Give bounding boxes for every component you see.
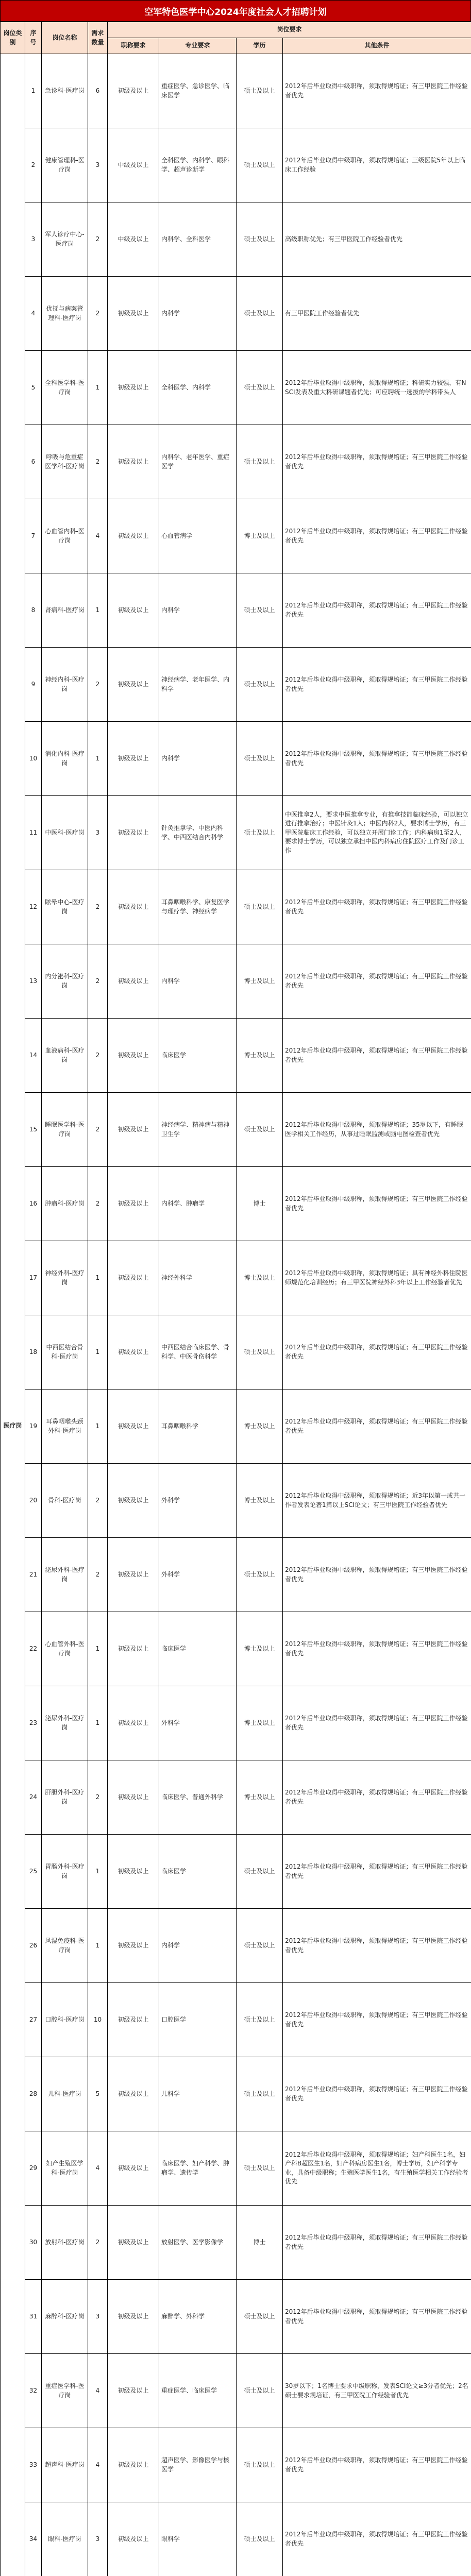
education-cell: 硕士及以上 bbox=[237, 54, 283, 128]
post-cell: 眩晕中心-医疗岗 bbox=[42, 870, 88, 944]
index-cell: 21 bbox=[25, 1538, 42, 1612]
title-req-cell: 中级及以上 bbox=[108, 128, 159, 202]
index-cell: 27 bbox=[25, 1983, 42, 2057]
table-row bbox=[1, 499, 471, 573]
title-req-cell: 初级及以上 bbox=[108, 351, 159, 425]
index-cell: 2 bbox=[25, 128, 42, 202]
count-cell: 2 bbox=[88, 277, 108, 351]
other-cell: 2012年后毕业取得中级职称，须取得规培证；妇产科医生1名，妇产科B超医生1名，妇产科病房医生1名，博士学历，妇产科学专业，具备中级职称；生殖医学医生1名，有生殖医学相关工作经验者优先 bbox=[283, 2131, 471, 2206]
title-req-cell: 初级及以上 bbox=[108, 648, 159, 722]
index-cell: 32 bbox=[25, 2354, 42, 2428]
index-cell: 12 bbox=[25, 870, 42, 944]
count-cell: 2 bbox=[88, 1167, 108, 1241]
post-cell: 消化内科-医疗岗 bbox=[42, 722, 88, 796]
title-req-cell: 初级及以上 bbox=[108, 1760, 159, 1835]
count-cell: 1 bbox=[88, 1909, 108, 1983]
major-cell: 放射医学、医学影像学 bbox=[159, 2206, 237, 2280]
other-cell: 高级职称优先；有三甲医院工作经验者优先 bbox=[283, 202, 471, 277]
other-cell: 2012年后毕业取得中级职称，须取得规培证；35岁以下，有睡眠医学相关工作经历，从事过睡眠监测或脑电图检查者优先 bbox=[283, 1093, 471, 1167]
index-cell: 14 bbox=[25, 1019, 42, 1093]
index-cell: 34 bbox=[25, 2502, 42, 2576]
education-cell: 硕士及以上 bbox=[237, 722, 283, 796]
table-row bbox=[1, 1835, 471, 1909]
title-req-cell: 初级及以上 bbox=[108, 2502, 159, 2576]
table-row bbox=[1, 944, 471, 1019]
post-cell: 心血管内科-医疗岗 bbox=[42, 499, 88, 573]
table-row bbox=[1, 202, 471, 277]
post-cell: 泌尿外科-医疗岗 bbox=[42, 1686, 88, 1760]
title-req-cell: 初级及以上 bbox=[108, 2131, 159, 2206]
post-cell: 耳鼻咽喉头颈外科-医疗岗 bbox=[42, 1389, 88, 1464]
index-cell: 30 bbox=[25, 2206, 42, 2280]
education-cell: 博士及以上 bbox=[237, 499, 283, 573]
other-cell: 2012年后毕业取得中级职称，须取得规培证；近3年以第一或共一作者发表论著1篇以上SCI论文；有三甲医院工作经验者优先 bbox=[283, 1464, 471, 1538]
index-cell: 24 bbox=[25, 1760, 42, 1835]
title-req-cell: 初级及以上 bbox=[108, 1538, 159, 1612]
education-cell: 硕士及以上 bbox=[237, 1983, 283, 2057]
header-post: 岗位名称 bbox=[42, 22, 88, 54]
header-count: 需求数量 bbox=[88, 22, 108, 54]
count-cell: 10 bbox=[88, 1983, 108, 2057]
index-cell: 7 bbox=[25, 499, 42, 573]
major-cell: 临床医学 bbox=[159, 1612, 237, 1686]
education-cell: 硕士及以上 bbox=[237, 277, 283, 351]
index-cell: 31 bbox=[25, 2280, 42, 2354]
major-cell: 神经外科学 bbox=[159, 1241, 237, 1315]
document-title: 空军特色医学中心2024年度社会人才招聘计划 bbox=[0, 0, 471, 22]
count-cell: 1 bbox=[88, 1315, 108, 1389]
count-cell: 4 bbox=[88, 2428, 108, 2502]
other-cell: 30岁以下；1名博士要求中级职称，发表SCI论文≥3分者优先；2名硕士要求规培证，有三甲医院工作经验者优先 bbox=[283, 2354, 471, 2428]
count-cell: 3 bbox=[88, 796, 108, 870]
count-cell: 3 bbox=[88, 2502, 108, 2576]
post-cell: 肝胆外科-医疗岗 bbox=[42, 1760, 88, 1835]
title-req-cell: 初级及以上 bbox=[108, 1019, 159, 1093]
index-cell: 13 bbox=[25, 944, 42, 1019]
post-cell: 睡眠医学科-医疗岗 bbox=[42, 1093, 88, 1167]
title-req-cell: 初级及以上 bbox=[108, 1835, 159, 1909]
other-cell: 2012年后毕业取得中级职称，须取得规培证；有三甲医院工作经验者优先 bbox=[283, 2057, 471, 2131]
education-cell: 硕士及以上 bbox=[237, 870, 283, 944]
index-cell: 6 bbox=[25, 425, 42, 499]
post-cell: 心血管外科-医疗岗 bbox=[42, 1612, 88, 1686]
other-cell: 2012年后毕业取得中级职称，须取得规培证；有三甲医院工作经验者优先 bbox=[283, 1315, 471, 1389]
other-cell: 2012年后毕业取得中级职称，须取得规培证；有三甲医院工作经验者优先 bbox=[283, 1019, 471, 1093]
count-cell: 2 bbox=[88, 1464, 108, 1538]
other-cell: 2012年后毕业取得中级职称，须取得规培证；具有神经外科住院医师规范化培训经历；有三甲医院神经外科3年以上工作经验者优先 bbox=[283, 1241, 471, 1315]
index-cell: 10 bbox=[25, 722, 42, 796]
title-req-cell: 初级及以上 bbox=[108, 425, 159, 499]
education-cell: 博士及以上 bbox=[237, 1612, 283, 1686]
title-req-cell: 初级及以上 bbox=[108, 870, 159, 944]
major-cell: 内科学、肿瘤学 bbox=[159, 1167, 237, 1241]
index-cell: 19 bbox=[25, 1389, 42, 1464]
index-cell: 33 bbox=[25, 2428, 42, 2502]
count-cell: 2 bbox=[88, 1760, 108, 1835]
major-cell: 全科医学、内科学、眼科学、超声诊断学 bbox=[159, 128, 237, 202]
table-row bbox=[1, 2502, 471, 2576]
major-cell: 麻醉学、外科学 bbox=[159, 2280, 237, 2354]
table-row bbox=[1, 1241, 471, 1315]
other-cell: 2012年后毕业取得中级职称，须取得规培证；有三甲医院工作经验者优先 bbox=[283, 648, 471, 722]
header-requirements: 岗位要求 bbox=[108, 22, 471, 38]
post-cell: 泌尿外科-医疗岗 bbox=[42, 1538, 88, 1612]
title-req-cell: 初级及以上 bbox=[108, 1612, 159, 1686]
education-cell: 硕士及以上 bbox=[237, 351, 283, 425]
table-row bbox=[1, 1612, 471, 1686]
other-cell: 2012年后毕业取得中级职称，须取得规培证；有三甲医院工作经验者优先 bbox=[283, 1389, 471, 1464]
count-cell: 1 bbox=[88, 1241, 108, 1315]
post-cell: 中医科-医疗岗 bbox=[42, 796, 88, 870]
title-req-cell: 初级及以上 bbox=[108, 944, 159, 1019]
title-req-cell: 初级及以上 bbox=[108, 1983, 159, 2057]
count-cell: 4 bbox=[88, 2354, 108, 2428]
major-cell: 儿科学 bbox=[159, 2057, 237, 2131]
education-cell: 硕士及以上 bbox=[237, 1835, 283, 1909]
table-row bbox=[1, 54, 471, 128]
post-cell: 麻醉科-医疗岗 bbox=[42, 2280, 88, 2354]
table-row bbox=[1, 1464, 471, 1538]
education-cell: 硕士及以上 bbox=[237, 1909, 283, 1983]
table-row bbox=[1, 2428, 471, 2502]
other-cell: 2012年后毕业取得中级职称，须取得规培证；有三甲医院工作经验者优先 bbox=[283, 1760, 471, 1835]
post-cell: 中西医结合骨科-医疗岗 bbox=[42, 1315, 88, 1389]
recruitment-table bbox=[0, 22, 471, 2576]
major-cell: 内科学 bbox=[159, 722, 237, 796]
title-req-cell: 初级及以上 bbox=[108, 1093, 159, 1167]
index-cell: 4 bbox=[25, 277, 42, 351]
other-cell: 2012年后毕业取得中级职称，须取得规培证；有三甲医院工作经验者优先 bbox=[283, 2428, 471, 2502]
count-cell: 1 bbox=[88, 1835, 108, 1909]
post-cell: 全科医学科-医疗岗 bbox=[42, 351, 88, 425]
index-cell: 23 bbox=[25, 1686, 42, 1760]
index-cell: 29 bbox=[25, 2131, 42, 2206]
table-row bbox=[1, 1167, 471, 1241]
major-cell: 针灸推拿学、中医内科学、中西医结合内科学 bbox=[159, 796, 237, 870]
other-cell: 2012年后毕业取得中级职称，须取得规培证；有三甲医院工作经验者优先 bbox=[283, 1909, 471, 1983]
count-cell: 2 bbox=[88, 202, 108, 277]
education-cell: 硕士及以上 bbox=[237, 202, 283, 277]
count-cell: 2 bbox=[88, 944, 108, 1019]
table-row bbox=[1, 351, 471, 425]
header-major: 专业要求 bbox=[159, 38, 237, 54]
major-cell: 内科学、老年医学、重症医学 bbox=[159, 425, 237, 499]
education-cell: 博士 bbox=[237, 1167, 283, 1241]
education-cell: 博士及以上 bbox=[237, 944, 283, 1019]
table-row bbox=[1, 1760, 471, 1835]
major-cell: 中西医结合临床医学、骨科学、中医骨伤科学 bbox=[159, 1315, 237, 1389]
post-cell: 胃肠外科-医疗岗 bbox=[42, 1835, 88, 1909]
table-row bbox=[1, 1909, 471, 1983]
header-category: 岗位类别 bbox=[1, 22, 25, 54]
count-cell: 2 bbox=[88, 2206, 108, 2280]
post-cell: 重症医学科-医疗岗 bbox=[42, 2354, 88, 2428]
title-req-cell: 初级及以上 bbox=[108, 277, 159, 351]
title-req-cell: 初级及以上 bbox=[108, 796, 159, 870]
index-cell: 22 bbox=[25, 1612, 42, 1686]
post-cell: 健康管理科-医疗岗 bbox=[42, 128, 88, 202]
education-cell: 博士及以上 bbox=[237, 1760, 283, 1835]
education-cell: 硕士及以上 bbox=[237, 796, 283, 870]
table-row bbox=[1, 722, 471, 796]
count-cell: 2 bbox=[88, 1538, 108, 1612]
education-cell: 博士及以上 bbox=[237, 1686, 283, 1760]
major-cell: 重症医学、急诊医学、临床医学 bbox=[159, 54, 237, 128]
major-cell: 心血管病学 bbox=[159, 499, 237, 573]
major-cell: 内科学 bbox=[159, 1909, 237, 1983]
title-req-cell: 初级及以上 bbox=[108, 1389, 159, 1464]
post-cell: 军人诊疗中心-医疗岗 bbox=[42, 202, 88, 277]
index-cell: 8 bbox=[25, 573, 42, 648]
post-cell: 妇产生殖医学科-医疗岗 bbox=[42, 2131, 88, 2206]
post-cell: 风湿免疫科-医疗岗 bbox=[42, 1909, 88, 1983]
other-cell: 2012年后毕业取得中级职称，须取得规培证；有三甲医院工作经验者优先 bbox=[283, 499, 471, 573]
education-cell: 博士及以上 bbox=[237, 1241, 283, 1315]
table-row bbox=[1, 2206, 471, 2280]
table-row bbox=[1, 277, 471, 351]
table-row bbox=[1, 1686, 471, 1760]
index-cell: 5 bbox=[25, 351, 42, 425]
table-row bbox=[1, 573, 471, 648]
post-cell: 眼科-医疗岗 bbox=[42, 2502, 88, 2576]
count-cell: 1 bbox=[88, 722, 108, 796]
table-row bbox=[1, 128, 471, 202]
count-cell: 6 bbox=[88, 54, 108, 128]
major-cell: 耳鼻咽喉科学 bbox=[159, 1389, 237, 1464]
major-cell: 临床医学 bbox=[159, 1835, 237, 1909]
other-cell: 有三甲医院工作经验者优先 bbox=[283, 277, 471, 351]
post-cell: 急诊科-医疗岗 bbox=[42, 54, 88, 128]
post-cell: 血液病科-医疗岗 bbox=[42, 1019, 88, 1093]
post-cell: 儿科-医疗岗 bbox=[42, 2057, 88, 2131]
other-cell: 2012年后毕业取得中级职称，须取得规培证；有三甲医院工作经验者优先 bbox=[283, 944, 471, 1019]
post-cell: 内分泌科-医疗岗 bbox=[42, 944, 88, 1019]
index-cell: 26 bbox=[25, 1909, 42, 1983]
count-cell: 3 bbox=[88, 2280, 108, 2354]
education-cell: 博士 bbox=[237, 2206, 283, 2280]
other-cell: 2012年后毕业取得中级职称，须取得规培证；有三甲医院工作经验者优先 bbox=[283, 1835, 471, 1909]
other-cell: 2012年后毕业取得中级职称，须取得规培证；有三甲医院工作经验者优先 bbox=[283, 722, 471, 796]
other-cell: 2012年后毕业取得中级职称，须取得规培证；有三甲医院工作经验者优先 bbox=[283, 1538, 471, 1612]
table-row bbox=[1, 1315, 471, 1389]
other-cell: 2012年后毕业取得中级职称，须取得规培证；三级医院5年以上临床工作经验 bbox=[283, 128, 471, 202]
title-req-cell: 初级及以上 bbox=[108, 2280, 159, 2354]
education-cell: 硕士及以上 bbox=[237, 128, 283, 202]
index-cell: 1 bbox=[25, 54, 42, 128]
count-cell: 2 bbox=[88, 648, 108, 722]
table-row bbox=[1, 870, 471, 944]
count-cell: 1 bbox=[88, 1389, 108, 1464]
other-cell: 2012年后毕业取得中级职称，须取得规培证；有三甲医院工作经验者优先 bbox=[283, 2502, 471, 2576]
index-cell: 16 bbox=[25, 1167, 42, 1241]
title-req-cell: 初级及以上 bbox=[108, 1909, 159, 1983]
education-cell: 硕士及以上 bbox=[237, 573, 283, 648]
title-req-cell: 初级及以上 bbox=[108, 1315, 159, 1389]
other-cell: 2012年后毕业取得中级职称，须取得规培证；有三甲医院工作经验者优先 bbox=[283, 1686, 471, 1760]
title-req-cell: 初级及以上 bbox=[108, 2206, 159, 2280]
other-cell: 2012年后毕业取得中级职称，须取得规培证；有三甲医院工作经验者优先 bbox=[283, 54, 471, 128]
other-cell: 中医推拿2人，要求中医推拿专业，有推拿技能临床经验，可以独立进行推拿治疗；中医针灸1人；中医内科2人，要求博士学历，有三甲医院临床工作经验，可以独立开展门诊工作；内科病房1至2人，要求博士学历，可以独立承担中医内科病房住院医疗工作及门诊工作 bbox=[283, 796, 471, 870]
index-cell: 25 bbox=[25, 1835, 42, 1909]
category-cell: 医疗岗 bbox=[1, 54, 25, 2576]
post-cell: 放射科-医疗岗 bbox=[42, 2206, 88, 2280]
count-cell: 4 bbox=[88, 499, 108, 573]
title-req-cell: 初级及以上 bbox=[108, 1686, 159, 1760]
major-cell: 外科学 bbox=[159, 1538, 237, 1612]
post-cell: 骨科-医疗岗 bbox=[42, 1464, 88, 1538]
title-req-cell: 初级及以上 bbox=[108, 2428, 159, 2502]
count-cell: 2 bbox=[88, 1019, 108, 1093]
title-req-cell: 初级及以上 bbox=[108, 722, 159, 796]
other-cell: 2012年后毕业取得中级职称，须取得规培证；有三甲医院工作经验者优先 bbox=[283, 870, 471, 944]
other-cell: 2012年后毕业取得中级职称，须取得规培证；有三甲医院工作经验者优先 bbox=[283, 1983, 471, 2057]
table-row bbox=[1, 2280, 471, 2354]
count-cell: 4 bbox=[88, 2131, 108, 2206]
education-cell: 硕士及以上 bbox=[237, 425, 283, 499]
education-cell: 硕士及以上 bbox=[237, 2502, 283, 2576]
major-cell: 临床医学 bbox=[159, 1019, 237, 1093]
title-req-cell: 初级及以上 bbox=[108, 499, 159, 573]
table-row bbox=[1, 796, 471, 870]
major-cell: 临床医学、妇产科学、肿瘤学、遗传学 bbox=[159, 2131, 237, 2206]
count-cell: 1 bbox=[88, 573, 108, 648]
title-req-cell: 初级及以上 bbox=[108, 1167, 159, 1241]
title-req-cell: 初级及以上 bbox=[108, 573, 159, 648]
table-row bbox=[1, 648, 471, 722]
index-cell: 3 bbox=[25, 202, 42, 277]
other-cell: 2012年后毕业取得中级职称，须取得规培证；有三甲医院工作经验者优先 bbox=[283, 573, 471, 648]
other-cell: 2012年后毕业取得中级职称，须取得规培证；有三甲医院工作经验者优先 bbox=[283, 425, 471, 499]
table-row bbox=[1, 1538, 471, 1612]
major-cell: 内科学 bbox=[159, 277, 237, 351]
education-cell: 硕士及以上 bbox=[237, 2131, 283, 2206]
major-cell: 内科学、全科医学 bbox=[159, 202, 237, 277]
count-cell: 3 bbox=[88, 128, 108, 202]
count-cell: 2 bbox=[88, 1093, 108, 1167]
post-cell: 优抚与病案管理科-医疗岗 bbox=[42, 277, 88, 351]
major-cell: 重症医学、临床医学 bbox=[159, 2354, 237, 2428]
major-cell: 内科学 bbox=[159, 944, 237, 1019]
post-cell: 肿瘤科-医疗岗 bbox=[42, 1167, 88, 1241]
education-cell: 硕士及以上 bbox=[237, 1315, 283, 1389]
education-cell: 博士及以上 bbox=[237, 1389, 283, 1464]
count-cell: 2 bbox=[88, 870, 108, 944]
count-cell: 2 bbox=[88, 425, 108, 499]
title-req-cell: 初级及以上 bbox=[108, 2354, 159, 2428]
count-cell: 1 bbox=[88, 351, 108, 425]
major-cell: 眼科学 bbox=[159, 2502, 237, 2576]
education-cell: 硕士及以上 bbox=[237, 2354, 283, 2428]
major-cell: 外科学 bbox=[159, 1686, 237, 1760]
post-cell: 神经内科-医疗岗 bbox=[42, 648, 88, 722]
index-cell: 9 bbox=[25, 648, 42, 722]
table-row bbox=[1, 1389, 471, 1464]
major-cell: 耳鼻咽喉科学、康复医学与理疗学、神经病学 bbox=[159, 870, 237, 944]
major-cell: 临床医学、普通外科学 bbox=[159, 1760, 237, 1835]
title-req-cell: 中级及以上 bbox=[108, 202, 159, 277]
header-title-req: 职称要求 bbox=[108, 38, 159, 54]
education-cell: 硕士及以上 bbox=[237, 2428, 283, 2502]
other-cell: 2012年后毕业取得中级职称，须取得规培证；科研实力较强，有NSCI发表及重大科研课题者优先；可应聘统一选拔的学科带头人 bbox=[283, 351, 471, 425]
education-cell: 硕士及以上 bbox=[237, 2280, 283, 2354]
education-cell: 硕士及以上 bbox=[237, 1093, 283, 1167]
major-cell: 内科学 bbox=[159, 573, 237, 648]
index-cell: 15 bbox=[25, 1093, 42, 1167]
education-cell: 硕士及以上 bbox=[237, 1538, 283, 1612]
title-req-cell: 初级及以上 bbox=[108, 54, 159, 128]
count-cell: 1 bbox=[88, 1686, 108, 1760]
table-row bbox=[1, 2057, 471, 2131]
table-row bbox=[1, 1093, 471, 1167]
title-req-cell: 初级及以上 bbox=[108, 1464, 159, 1538]
index-cell: 17 bbox=[25, 1241, 42, 1315]
index-cell: 28 bbox=[25, 2057, 42, 2131]
major-cell: 全科医学、内科学 bbox=[159, 351, 237, 425]
table-row bbox=[1, 1019, 471, 1093]
education-cell: 博士及以上 bbox=[237, 1464, 283, 1538]
major-cell: 超声医学、影像医学与核医学 bbox=[159, 2428, 237, 2502]
table-row bbox=[1, 1983, 471, 2057]
post-cell: 神经外科-医疗岗 bbox=[42, 1241, 88, 1315]
other-cell: 2012年后毕业取得中级职称，须取得规培证；有三甲医院工作经验者优先 bbox=[283, 2280, 471, 2354]
other-cell: 2012年后毕业取得中级职称，须取得规培证；有三甲医院工作经验者优先 bbox=[283, 1167, 471, 1241]
index-cell: 18 bbox=[25, 1315, 42, 1389]
major-cell: 外科学 bbox=[159, 1464, 237, 1538]
title-req-cell: 初级及以上 bbox=[108, 2057, 159, 2131]
count-cell: 5 bbox=[88, 2057, 108, 2131]
other-cell: 2012年后毕业取得中级职称，须取得规培证；有三甲医院工作经验者优先 bbox=[283, 1612, 471, 1686]
header-index: 序号 bbox=[25, 22, 42, 54]
major-cell: 神经病学、精神病与精神卫生学 bbox=[159, 1093, 237, 1167]
table-body bbox=[1, 54, 471, 2576]
header-education: 学历 bbox=[237, 38, 283, 54]
education-cell: 博士及以上 bbox=[237, 1019, 283, 1093]
header-other: 其他条件 bbox=[283, 38, 471, 54]
education-cell: 硕士及以上 bbox=[237, 2057, 283, 2131]
index-cell: 11 bbox=[25, 796, 42, 870]
education-cell: 硕士及以上 bbox=[237, 648, 283, 722]
post-cell: 超声科-医疗岗 bbox=[42, 2428, 88, 2502]
table-row bbox=[1, 425, 471, 499]
major-cell: 口腔医学 bbox=[159, 1983, 237, 2057]
post-cell: 肾病科-医疗岗 bbox=[42, 573, 88, 648]
post-cell: 呼吸与危重症医学科-医疗岗 bbox=[42, 425, 88, 499]
other-cell: 2012年后毕业取得中级职称，须取得规培证；有三甲医院工作经验者优先 bbox=[283, 2206, 471, 2280]
table-row bbox=[1, 2354, 471, 2428]
count-cell: 1 bbox=[88, 1612, 108, 1686]
title-req-cell: 初级及以上 bbox=[108, 1241, 159, 1315]
index-cell: 20 bbox=[25, 1464, 42, 1538]
post-cell: 口腔科-医疗岗 bbox=[42, 1983, 88, 2057]
table-row bbox=[1, 2131, 471, 2206]
major-cell: 神经病学、老年医学、内科学 bbox=[159, 648, 237, 722]
